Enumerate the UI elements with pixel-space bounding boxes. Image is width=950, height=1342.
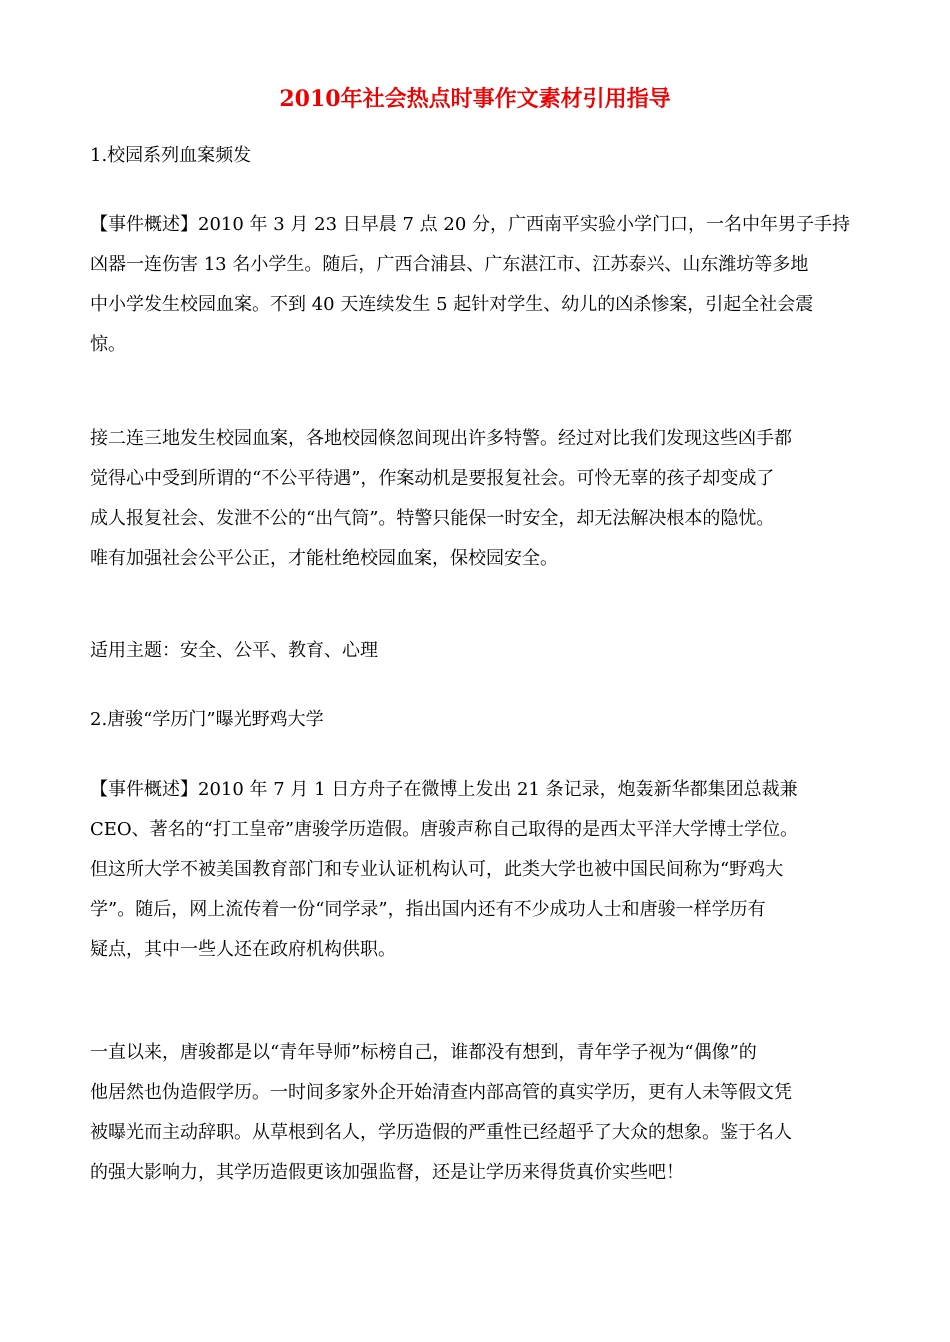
event-overview-paragraph <box>90 205 875 365</box>
commentary-paragraph <box>90 1033 875 1193</box>
paragraph-line: 他居然也伪造假学历。一时间多家外企开始清查内部高管的真实学历，更有人未等假文凭 <box>90 1082 792 1103</box>
paragraph-line: 【事件概述】2010 年 7 月 1 日方舟子在微博上发出 21 条记录，炮轰新华都集团总裁兼 <box>90 779 798 800</box>
paragraph-line: CEO、著名的“打工皇帝”唐骏学历造假。唐骏声称自己取得的是西太平洋大学博士学位。 <box>90 819 799 840</box>
paragraph-line: 接二连三地发生校园血案，各地校园倏忽间现出许多特警。经过对比我们发现这些凶手都 <box>90 428 792 449</box>
paragraph-line: 凶器一连伤害 13 名小学生。随后，广西合浦县、广东湛江市、江苏泰兴、山东潍坊等多地 <box>90 254 809 275</box>
paragraph-line: 一直以来，唐骏都是以“青年导师”标榜自己，谁都没有想到，青年学子视为“偶像”的 <box>90 1042 757 1063</box>
paragraph-line: 学”。随后，网上流传着一份“同学录”，指出国内还有不少成功人士和唐骏一样学历有 <box>90 899 766 920</box>
paragraph-line: 成人报复社会、发泄不公的“出气筒”。特警只能保一时安全，却无法解决根本的隐忧。 <box>90 508 775 529</box>
section-heading: 1.校园系列血案频发 <box>90 145 252 166</box>
paragraph-line: 【事件概述】2010 年 3 月 23 日早晨 7 点 20 分，广西南平实验小学门口，一名中年男子手持 <box>90 214 851 235</box>
paragraph-line: 疑点，其中一些人还在政府机构供职。 <box>90 939 396 960</box>
event-overview-paragraph <box>90 770 875 970</box>
paragraph-line: 惊。 <box>90 334 126 355</box>
paragraph-line: 但这所大学不被美国教育部门和专业认证机构认可，此类大学也被中国民间称为“野鸡大 <box>90 859 784 880</box>
document-title: 2010年社会热点时事作文素材引用指导 <box>279 86 671 112</box>
section-heading: 2.唐骏“学历门”曝光野鸡大学 <box>90 709 324 730</box>
paragraph-line: 被曝光而主动辞职。从草根到名人，学历造假的严重性已经超乎了大众的想象。鉴于名人 <box>90 1122 792 1143</box>
paragraph-line: 中小学发生校园血案。不到 40 天连续发生 5 起针对学生、幼儿的凶杀惨案，引起全社会震 <box>90 294 814 315</box>
paragraph-line: 唯有加强社会公平公正，才能杜绝校园血案，保校园安全。 <box>90 548 558 569</box>
commentary-paragraph <box>90 419 875 579</box>
applicable-topics: 适用主题：安全、公平、教育、心理 <box>90 640 378 661</box>
paragraph-line: 觉得心中受到所谓的“不公平待遇”，作案动机是要报复社会。可怜无辜的孩子却变成了 <box>90 468 775 489</box>
paragraph-line: 的强大影响力，其学历造假更该加强监督，还是让学历来得货真价实些吧！ <box>90 1162 684 1183</box>
